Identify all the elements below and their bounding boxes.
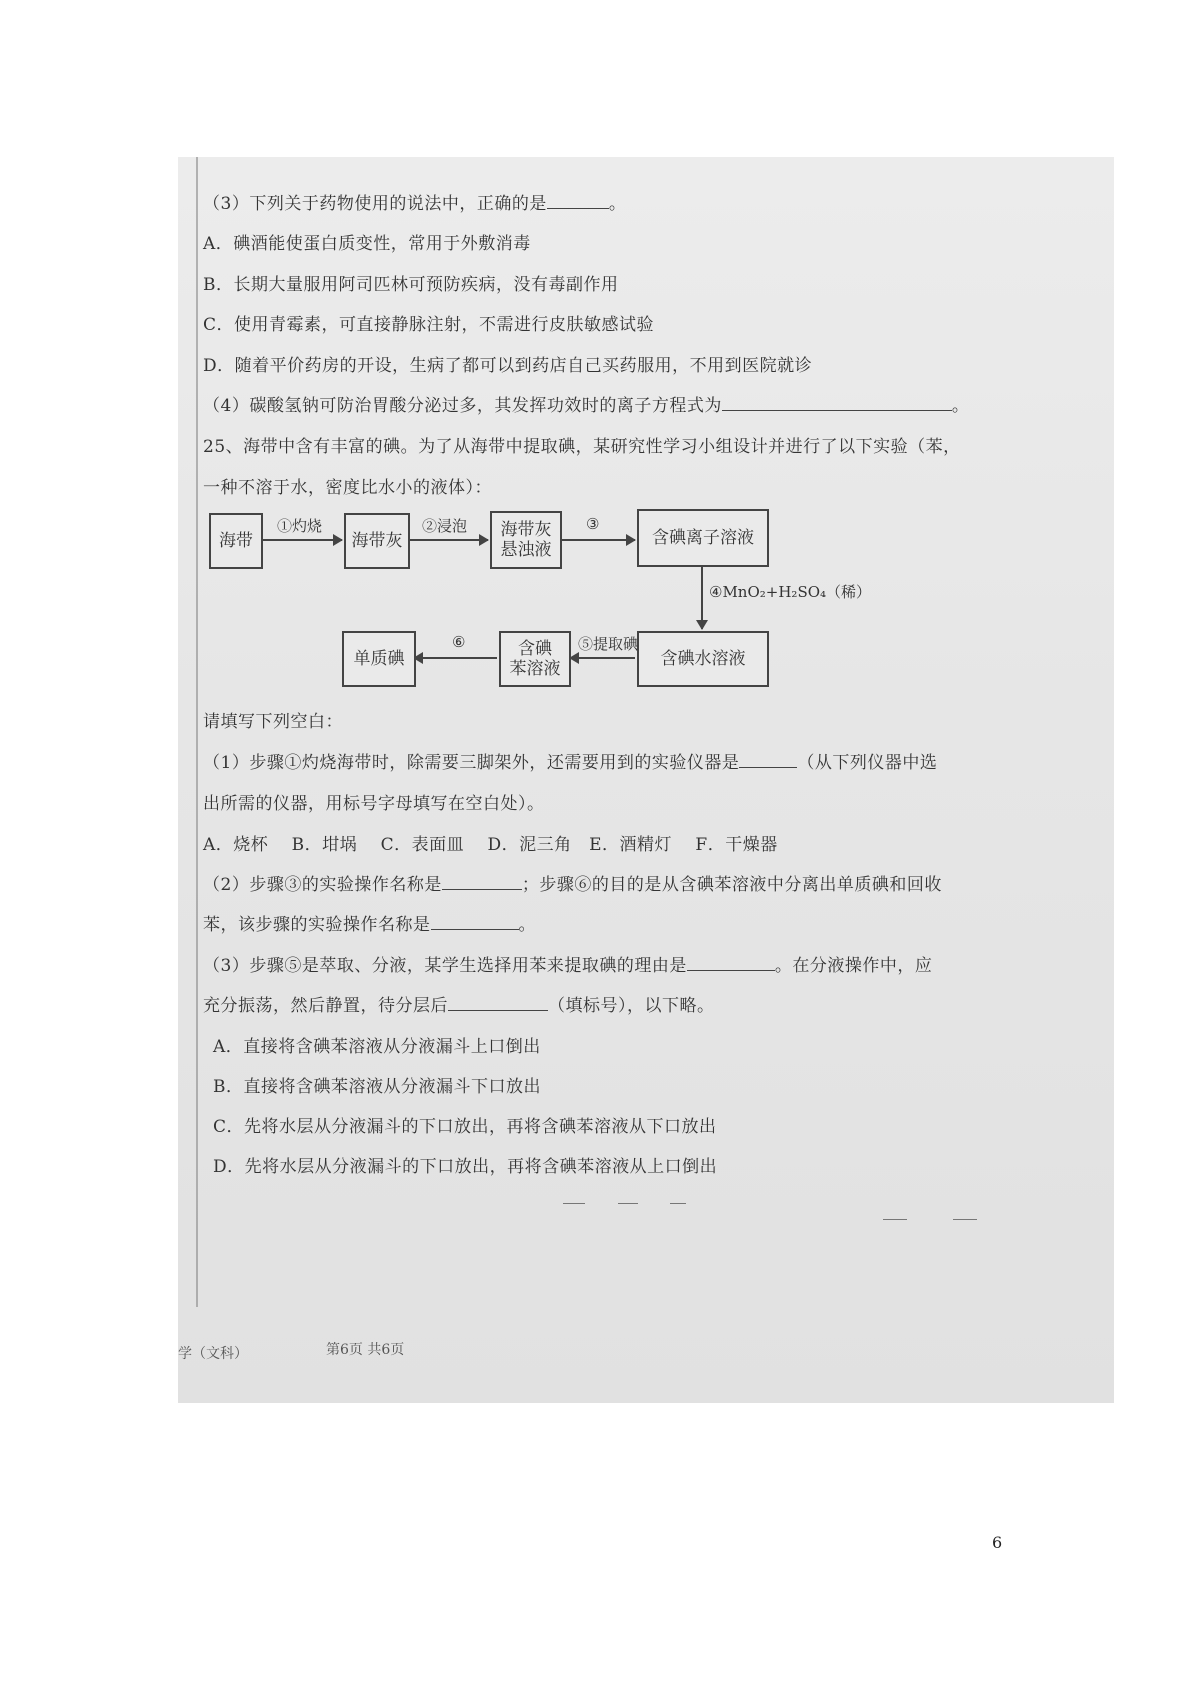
q25-part1-blank xyxy=(739,753,797,768)
q25-part2-line2-text: 苯，该步骤的实验操作名称是 xyxy=(203,915,431,935)
q24-part3-blank xyxy=(547,194,609,209)
flow-step4-label: ④MnO₂+H₂SO₄（稀） xyxy=(709,583,872,601)
flow-arrow-3 xyxy=(560,539,635,541)
q25-part1-text-end: （从下列仪器中选 xyxy=(797,753,938,773)
q25-part3-text-mid: 。在分液操作中，应 xyxy=(774,956,933,976)
flow-box-suspension-line1: 海带灰 xyxy=(500,520,552,540)
q25-part2-text-mid: ；步骤⑥的目的是从含碘苯溶液中分离出单质碘和回收 xyxy=(521,875,942,895)
q25-intro-line1: 25、海带中含有丰富的碘。为了从海带中提取碘，某研究性学习小组设计并进行了以下实验（苯， xyxy=(203,437,961,457)
flow-box-iodine-benzene-line1: 含碘 xyxy=(518,639,552,659)
flow-box-iodine-benzene xyxy=(499,631,571,687)
q24-part4-text: （4）碳酸氢钠可防治胃酸分泌过多，其发挥功效时的离子方程式为 xyxy=(203,396,722,416)
flow-step6-label: ⑥ xyxy=(452,633,466,651)
q24-part4-blank xyxy=(722,396,952,411)
q25-part2 xyxy=(203,870,942,895)
flow-box-ash: 海带灰 xyxy=(344,513,410,569)
q24-part4-end: 。 xyxy=(951,396,970,416)
flow-box-suspension-line2: 悬浊液 xyxy=(500,540,552,560)
q25-option-c: C．先将水层从分液漏斗的下口放出，再将含碘苯溶液从下口放出 xyxy=(213,1117,717,1137)
flow-box-seaweed: 海带 xyxy=(209,513,263,569)
q25-option-b: B．直接将含碘苯溶液从分液漏斗下口放出 xyxy=(213,1077,541,1097)
flow-step2-label: ②浸泡 xyxy=(422,517,468,535)
scan-dash xyxy=(670,1203,686,1204)
q25-part3-line2-end: （填标号），以下略。 xyxy=(548,996,715,1016)
q25-option-d: D．先将水层从分液漏斗的下口放出，再将含碘苯溶液从上口倒出 xyxy=(213,1157,718,1177)
flow-step5-label: ⑤提取碘 xyxy=(578,635,639,653)
q25-option-a: A．直接将含碘苯溶液从分液漏斗上口倒出 xyxy=(213,1037,541,1057)
q25-part1-options: A．烧杯 B．坩埚 C．表面皿 D．泥三角 E．酒精灯 F．干燥器 xyxy=(203,835,778,855)
flow-arrow-4 xyxy=(701,565,703,629)
q24-part3 xyxy=(203,189,626,214)
q25-intro-line2: 一种不溶于水，密度比水小的液体）： xyxy=(203,478,492,498)
q25-part3-line2 xyxy=(203,991,715,1016)
flow-box-iodide-solution: 含碘离子溶液 xyxy=(637,509,769,567)
q24-option-d: D．随着平价药房的开设，生病了都可以到药店自己买药服用，不用到医院就诊 xyxy=(203,356,813,376)
q24-part4 xyxy=(203,391,969,416)
flow-box-suspension xyxy=(490,511,562,569)
q24-option-a: A．碘酒能使蛋白质变性，常用于外敷消毒 xyxy=(203,234,531,254)
scanned-exam-sheet xyxy=(178,157,1114,1403)
flow-step3-label: ③ xyxy=(586,515,600,533)
q25-part1 xyxy=(203,748,937,773)
q25-part2-blank2 xyxy=(431,915,519,930)
q24-part3-text: （3）下列关于药物使用的说法中，正确的是 xyxy=(203,194,547,214)
q25-part3 xyxy=(203,951,932,976)
q25-part2-line2 xyxy=(203,910,536,935)
flow-box-iodine-benzene-line2: 苯溶液 xyxy=(509,659,561,679)
q25-part2-text: （2）步骤③的实验操作名称是 xyxy=(203,875,442,895)
scan-footer-page-info: 第6页 共6页 xyxy=(326,1342,405,1358)
scan-footer-subject: 学（文科） xyxy=(178,1346,248,1362)
q25-part2-line2-end: 。 xyxy=(518,915,536,935)
flow-arrow-5 xyxy=(570,657,635,659)
q25-part3-text: （3）步骤⑤是萃取、分液，某学生选择用苯来提取碘的理由是 xyxy=(203,956,687,976)
flow-arrow-2 xyxy=(408,539,488,541)
flow-arrow-6 xyxy=(414,657,497,659)
flow-box-iodine-water: 含碘水溶液 xyxy=(637,631,769,687)
q25-part3-blank1 xyxy=(687,956,775,971)
q25-part2-blank1 xyxy=(442,875,522,890)
q25-part1-line2: 出所需的仪器，用标号字母填写在空白处）。 xyxy=(203,794,545,814)
page-number: 6 xyxy=(992,1533,1003,1552)
q24-part3-end: 。 xyxy=(608,194,627,214)
q25-part3-blank2 xyxy=(448,996,548,1011)
scan-dash xyxy=(618,1203,638,1204)
flow-box-elemental-iodine: 单质碘 xyxy=(342,631,416,687)
q24-option-b: B．长期大量服用阿司匹林可预防疾病，没有毒副作用 xyxy=(203,275,619,295)
q25-fill-prompt: 请填写下列空白： xyxy=(203,712,343,732)
scan-dash xyxy=(883,1219,907,1220)
q25-part3-line2-text: 充分振荡，然后静置，待分层后 xyxy=(203,996,448,1016)
q25-part1-text: （1）步骤①灼烧海带时，除需要三脚架外，还需要用到的实验仪器是 xyxy=(203,753,740,773)
flow-step1-label: ①灼烧 xyxy=(277,517,323,535)
scan-dash xyxy=(563,1203,585,1204)
flow-arrow-1 xyxy=(261,539,342,541)
scan-dash xyxy=(953,1219,977,1220)
q24-option-c: C．使用青霉素，可直接静脉注射，不需进行皮肤敏感试验 xyxy=(203,315,655,335)
binding-edge-line xyxy=(196,157,198,1307)
